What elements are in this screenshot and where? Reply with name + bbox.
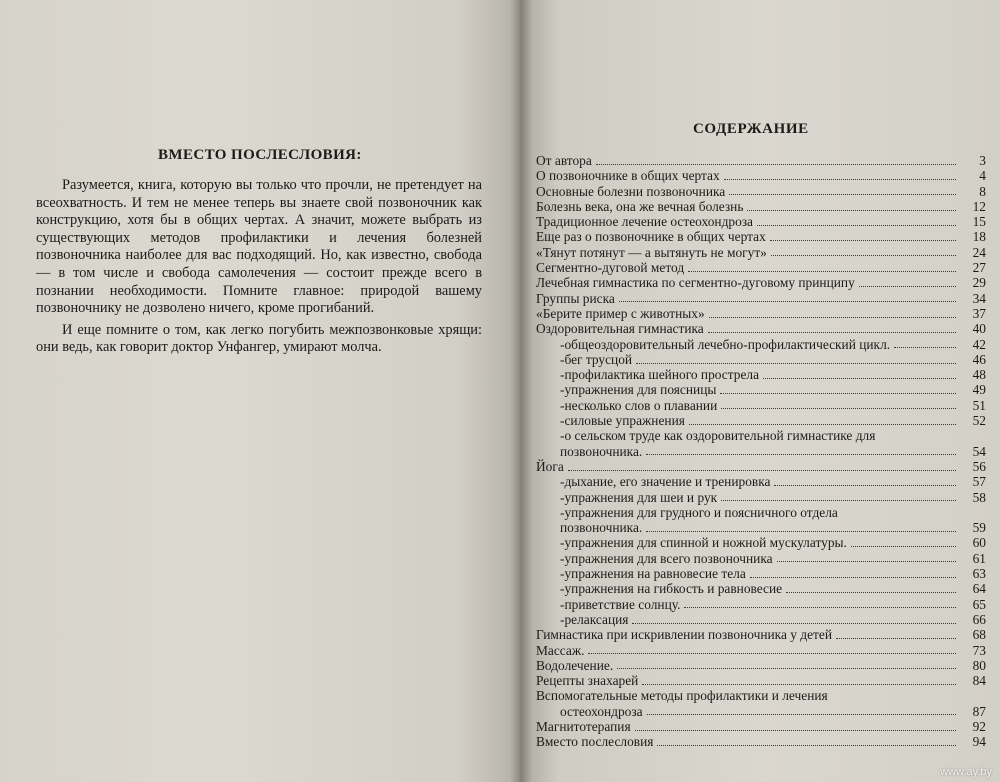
toc-leader-dots bbox=[763, 377, 956, 379]
toc-leader-dots bbox=[757, 224, 956, 226]
book-gutter bbox=[510, 0, 532, 782]
toc-entry-title: Группы риска bbox=[536, 290, 615, 306]
toc-leader-dots bbox=[596, 163, 956, 165]
toc-leader-dots bbox=[720, 392, 956, 394]
toc-entry-title: Гимнастика при искривлении позвоночника у детей bbox=[536, 627, 833, 643]
toc-leader-dots bbox=[786, 591, 956, 593]
toc-entry-title: Рецепты знахарей bbox=[536, 673, 639, 689]
toc-page-number: 46 bbox=[972, 351, 986, 367]
toc-entry-title: Основные болезни позвоночника bbox=[536, 183, 726, 199]
toc-entry bbox=[536, 382, 986, 397]
toc-entry-title: Лечебная гимнастика по сегментно-дуговому принципу bbox=[536, 275, 855, 291]
toc-page-number: 92 bbox=[972, 718, 986, 734]
toc-entry-continuation: остеохондроза bbox=[560, 703, 643, 719]
toc-page-number: 87 bbox=[972, 703, 986, 719]
toc-entry-title: «Тянут потянут — а вытянуть не могут» bbox=[536, 244, 767, 260]
toc-entry bbox=[536, 337, 986, 352]
toc-entry bbox=[536, 566, 986, 581]
watermark: www.ay.by bbox=[940, 766, 992, 778]
toc-page-number: 57 bbox=[972, 474, 986, 490]
toc-leader-dots bbox=[774, 484, 956, 486]
toc-page-number: 65 bbox=[972, 596, 986, 612]
toc-page-number: 3 bbox=[979, 153, 986, 168]
toc-entry-title: -несколько слов о плавании bbox=[560, 397, 718, 413]
toc-entry bbox=[536, 367, 986, 382]
toc-leader-dots bbox=[859, 285, 956, 287]
toc-entry-title: Массаж. bbox=[536, 642, 585, 658]
toc-entry bbox=[536, 719, 986, 734]
toc-entry bbox=[536, 321, 986, 336]
toc-entry bbox=[536, 398, 986, 413]
toc-page-number: 94 bbox=[972, 734, 986, 750]
toc-leader-dots bbox=[724, 178, 956, 180]
toc-leader-dots bbox=[684, 606, 956, 608]
toc-leader-dots bbox=[647, 713, 956, 715]
toc-entry bbox=[536, 444, 986, 459]
toc-page-number: 51 bbox=[972, 397, 986, 413]
toc-entry-title: Сегментно-дуговой метод bbox=[536, 260, 685, 276]
toc-page-number: 59 bbox=[972, 520, 986, 536]
toc-leader-dots bbox=[689, 423, 956, 425]
toc-entry-title: «Берите пример с животных» bbox=[536, 305, 705, 321]
toc-entry bbox=[536, 275, 986, 290]
toc-entry-title: О позвоночнике в общих чертах bbox=[536, 168, 720, 184]
toc-entry bbox=[536, 704, 986, 719]
toc-leader-dots bbox=[568, 469, 956, 471]
toc-leader-dots bbox=[721, 407, 956, 409]
toc-leader-dots bbox=[635, 729, 956, 731]
toc-page-number: 68 bbox=[972, 627, 986, 643]
toc-entry-title: Вспомогательные методы профилактики и лечения bbox=[536, 688, 828, 704]
toc-entry bbox=[536, 306, 986, 321]
toc-entry-continuation: позвоночника. bbox=[560, 443, 643, 459]
toc-page-number: 80 bbox=[972, 657, 986, 673]
toc-entry bbox=[536, 168, 986, 183]
toc-page-number: 56 bbox=[972, 458, 986, 474]
toc-leader-dots bbox=[642, 683, 956, 685]
toc-entry-title: Йога bbox=[536, 458, 564, 474]
toc-entry-continuation: позвоночника. bbox=[560, 520, 643, 536]
toc-page-number: 66 bbox=[972, 611, 986, 627]
toc-page-number: 34 bbox=[972, 290, 986, 306]
toc-page-number: 8 bbox=[979, 183, 986, 199]
toc-entry bbox=[536, 199, 986, 214]
toc-entry-title: Еще раз о позвоночнике в общих чертах bbox=[536, 229, 766, 245]
toc-page-number: 37 bbox=[972, 305, 986, 321]
toc-entry bbox=[536, 612, 986, 627]
toc-leader-dots bbox=[657, 744, 956, 746]
toc-entry bbox=[536, 474, 986, 489]
toc-leader-dots bbox=[894, 346, 956, 348]
toc-entry-title: -упражнения для грудного и поясничного отдела bbox=[560, 504, 838, 520]
toc-page-number: 48 bbox=[972, 367, 986, 383]
toc-leader-dots bbox=[747, 209, 956, 211]
toc-entry-title: От автора bbox=[536, 153, 592, 168]
toc-leader-dots bbox=[771, 254, 956, 256]
toc-entry bbox=[536, 673, 986, 688]
toc-leader-dots bbox=[721, 499, 956, 501]
toc-entry bbox=[536, 520, 986, 535]
toc-entry-title: Традиционное лечение остеохондроза bbox=[536, 214, 754, 230]
toc-page-number: 63 bbox=[972, 566, 986, 582]
toc-entry bbox=[536, 734, 986, 749]
toc-entry bbox=[536, 643, 986, 658]
toc-leader-dots bbox=[750, 576, 956, 578]
toc-entry bbox=[536, 597, 986, 612]
toc-entry bbox=[536, 184, 986, 199]
toc-entry-title: Магнитотерапия bbox=[536, 718, 631, 734]
toc-page-number: 60 bbox=[972, 535, 986, 551]
toc-entry bbox=[536, 229, 986, 244]
table-of-contents bbox=[536, 153, 986, 750]
toc-page-number: 64 bbox=[972, 581, 986, 597]
toc-title: СОДЕРЖАНИЕ bbox=[693, 121, 809, 137]
toc-page-number: 84 bbox=[972, 673, 986, 689]
toc-page-number: 40 bbox=[972, 321, 986, 337]
toc-page-number: 58 bbox=[972, 489, 986, 505]
toc-entry bbox=[536, 352, 986, 367]
toc-entry-title: -дыхание, его значение и тренировка bbox=[560, 474, 771, 490]
afterword-title: ВМЕСТО ПОСЛЕСЛОВИЯ: bbox=[158, 147, 362, 163]
toc-page-number: 61 bbox=[972, 550, 986, 566]
toc-entry-title: -упражнения для всего позвоночника bbox=[560, 550, 773, 566]
afterword-body bbox=[36, 177, 482, 361]
toc-leader-dots bbox=[836, 637, 956, 639]
toc-page-number: 15 bbox=[972, 214, 986, 230]
toc-page-number: 24 bbox=[972, 244, 986, 260]
toc-leader-dots bbox=[619, 300, 956, 302]
afterword-paragraph: И еще помните о том, как легко погубить межпозвонковые хрящи: они ведь, как говорит доктор Унфангер, умирают молча. bbox=[36, 321, 482, 356]
toc-entry bbox=[536, 535, 986, 550]
toc-page-number: 73 bbox=[972, 642, 986, 658]
toc-entry-title: -упражнения для спинной и ножной мускулатуры. bbox=[560, 535, 847, 551]
toc-entry-title: -упражнения для шеи и рук bbox=[560, 489, 718, 505]
toc-entry-title: Вместо послесловия bbox=[536, 734, 654, 750]
toc-entry bbox=[536, 260, 986, 275]
toc-entry bbox=[536, 214, 986, 229]
toc-entry-title: -силовые упражнения bbox=[560, 413, 685, 429]
toc-entry bbox=[536, 291, 986, 306]
toc-page-number: 29 bbox=[972, 275, 986, 291]
toc-entry bbox=[536, 459, 986, 474]
toc-entry-title: Болезнь века, она же вечная болезнь bbox=[536, 198, 744, 214]
toc-leader-dots bbox=[688, 270, 956, 272]
toc-entry-title: -упражнения на гибкость и равновесие bbox=[560, 581, 783, 597]
toc-leader-dots bbox=[708, 331, 956, 333]
toc-page-number: 4 bbox=[979, 168, 986, 184]
toc-entry bbox=[536, 658, 986, 673]
toc-entry-title: -бег трусцой bbox=[560, 351, 633, 367]
toc-leader-dots bbox=[777, 560, 956, 562]
toc-page-number: 12 bbox=[972, 198, 986, 214]
toc-entry-title: -упражнения на равновесие тела bbox=[560, 566, 746, 582]
toc-leader-dots bbox=[646, 530, 956, 532]
toc-entry-title: -приветствие солнцу. bbox=[560, 596, 681, 612]
toc-entry bbox=[536, 551, 986, 566]
toc-leader-dots bbox=[588, 652, 956, 654]
toc-leader-dots bbox=[646, 453, 956, 455]
afterword-paragraph: Разумеется, книга, которую вы только что прочли, не претендует на всеохватность. И тем не менее теперь вы знаете свой позвоночник как конструкцию, хотя бы в общих чертах. А значит, можете выбрать из существующих методов профилактики и лечения болезней позвоночника наиболее для вас подходящий. Но, как известно, свобода — в том числе и свобода самолечения — состоит прежде всего в познании необходимости. Помните главное: природой вашему позвоночнику не дозволено ничего, кроме прогибаний. bbox=[36, 177, 482, 317]
toc-page-number: 49 bbox=[972, 382, 986, 398]
toc-entry bbox=[536, 627, 986, 642]
toc-entry bbox=[536, 245, 986, 260]
toc-leader-dots bbox=[636, 362, 956, 364]
toc-entry bbox=[536, 153, 986, 168]
toc-leader-dots bbox=[770, 239, 956, 241]
toc-entry-title: -общеоздоровительный лечебно-профилактический цикл. bbox=[560, 336, 891, 352]
toc-entry-title: -релаксация bbox=[560, 611, 629, 627]
toc-entry bbox=[536, 581, 986, 596]
toc-page-number: 52 bbox=[972, 413, 986, 429]
toc-entry bbox=[536, 490, 986, 505]
toc-page-number: 42 bbox=[972, 336, 986, 352]
toc-entry-title: -упражнения для поясницы bbox=[560, 382, 717, 398]
toc-entry-title: -профилактика шейного прострела bbox=[560, 367, 760, 383]
toc-entry-title: Водолечение. bbox=[536, 657, 614, 673]
toc-entry bbox=[536, 413, 986, 428]
toc-page-number: 18 bbox=[972, 229, 986, 245]
toc-leader-dots bbox=[851, 545, 956, 547]
toc-leader-dots bbox=[632, 622, 956, 624]
toc-leader-dots bbox=[709, 316, 956, 318]
toc-leader-dots bbox=[729, 193, 956, 195]
toc-entry-title: -о сельском труде как оздоровительной гимнастике для bbox=[560, 428, 876, 444]
toc-entry-title: Оздоровительная гимнастика bbox=[536, 321, 704, 337]
toc-page-number: 27 bbox=[972, 260, 986, 276]
toc-page-number: 54 bbox=[972, 443, 986, 459]
toc-leader-dots bbox=[617, 667, 956, 669]
